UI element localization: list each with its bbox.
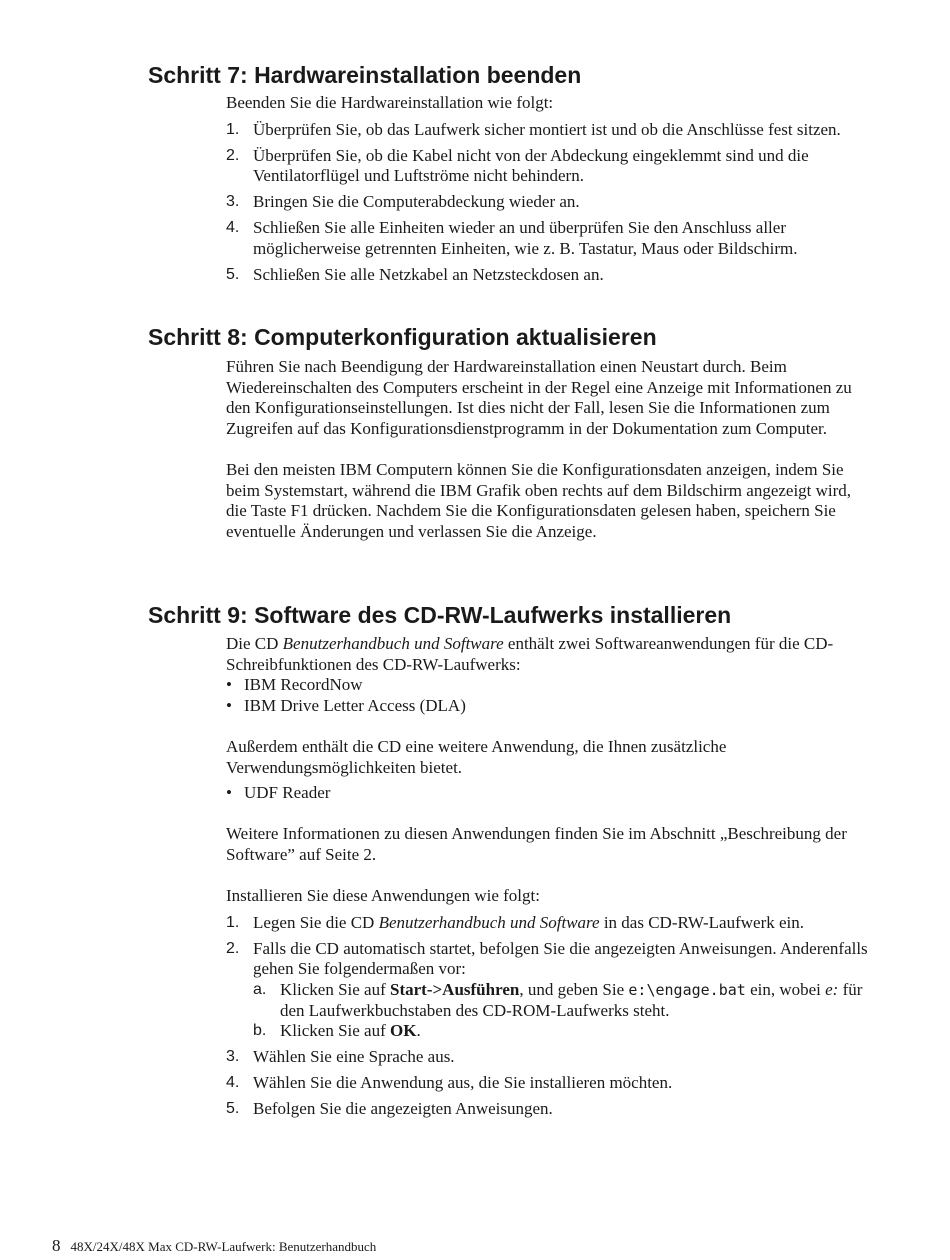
drive-variable: e: [825,980,839,999]
list-item-text: Wählen Sie eine Sprache aus. [253,1047,455,1067]
bullet-icon: • [226,695,232,715]
list-number: 1. [226,120,240,138]
text-run: ein, wobei [745,980,826,999]
page-footer [52,1236,376,1256]
book-title: Benutzerhandbuch und Software [378,912,600,932]
install-step-list [226,913,876,1120]
list-item-text: UDF Reader [244,783,331,803]
list-number: 4. [226,219,240,237]
list-item [226,1099,876,1120]
sub-list-item [253,980,876,1021]
list-item [226,675,876,696]
text-run: Klicken Sie auf [280,980,390,999]
text-run: , und geben Sie [519,980,629,999]
list-item [226,192,876,213]
list-item [226,1047,876,1068]
text-run: in das CD-RW-Laufwerk ein. [599,912,805,932]
list-number: 5. [226,1100,240,1118]
list-item [226,218,876,259]
app-list [226,675,876,716]
section-intro: Beenden Sie die Hardwareinstallation wie folgt: [226,93,554,112]
paragraph: Außerdem enthält die CD eine weitere Anwendung, die Ihnen zusätzliche Verwendungsmöglichkeiten bietet. [226,736,727,777]
list-item [226,939,876,1042]
list-item [226,1073,876,1094]
paragraph: Bei den meisten IBM Computern können Sie die Konfigurationsdaten anzeigen, indem Sie beim Systemstart, während die IBM Grafik oben rechts auf dem Bildschirm angezeigt wird, die Taste F1 drücken. Nachdem Sie die Konfigurationsdaten gelesen haben, speichern Sie eventuelle Änderungen und verlassen Sie die Anzeige. [226,459,852,541]
text-run: Legen Sie die CD [253,912,379,932]
text-run: Klicken Sie auf [280,1021,390,1041]
list-item [226,265,876,286]
list-item-text: Befolgen Sie die angezeigten Anweisungen. [253,1099,553,1119]
section-body-step-9 [226,634,876,1126]
menu-path: Start->Ausführen [390,980,520,999]
text-run: enthält zwei Softwareanwendungen für die CD-Schreibfunktionen des CD-RW-Laufwerks: [226,634,834,674]
button-name: OK [390,1021,417,1041]
paragraph: Installieren Sie diese Anwendungen wie folgt: [226,886,540,906]
section-heading-step-8: Schritt 8: Computerkonfiguration aktualisieren [148,324,657,350]
bullet-icon: • [226,783,232,803]
footer-title: 48X/24X/48X Max CD-RW-Laufwerk: Benutzerhandbuch [70,1239,377,1254]
list-item-text: Falls die CD automatisch startet, befolgen Sie die angezeigten Anweisungen. Anderenfalls gehen Sie folgendermaßen vor: [253,938,868,979]
section-body-step-8 [226,357,876,542]
list-item-text: Bringen Sie die Computerabdeckung wieder an. [253,192,580,212]
list-number: 2. [226,939,240,957]
list-item-text: Schließen Sie alle Einheiten wieder an und überprüfen Sie den Anschluss aller möglicherweise getrennten Einheiten, wie z. B. Tastatur, Maus oder Bildschirm. [253,218,798,259]
list-item-text: IBM RecordNow [244,675,363,695]
list-item-text: IBM Drive Letter Access (DLA) [244,695,466,715]
list-item [226,783,876,804]
step-list [226,120,876,286]
page-number: 8 [52,1236,61,1255]
list-number: 3. [226,1048,240,1066]
list-letter: b. [253,1022,267,1040]
list-item [226,696,876,717]
section-body-step-7 [226,93,876,291]
list-number: 2. [226,146,240,164]
text-run: . [416,1021,421,1041]
list-number: 1. [226,913,240,931]
sub-step-list [253,980,876,1042]
section-heading-step-9: Schritt 9: Software des CD-RW-Laufwerks installieren [148,602,732,628]
list-item-text: Wählen Sie die Anwendung aus, die Sie installieren möchten. [253,1073,673,1093]
list-item-text: Schließen Sie alle Netzkabel an Netzsteckdosen an. [253,265,604,285]
list-number: 5. [226,266,240,284]
paragraph: Weitere Informationen zu diesen Anwendungen finden Sie im Abschnitt „Beschreibung der Software” auf Seite 2. [226,824,847,864]
paragraph [226,634,876,675]
list-item-text: Überprüfen Sie, ob die Kabel nicht von der Abdeckung eingeklemmt sind und die Ventilatorflügel und Luftströme nicht behindern. [253,145,809,186]
list-item [226,913,876,934]
book-title: Benutzerhandbuch und Software [282,634,504,653]
sub-list-item [253,1021,876,1042]
paragraph: Führen Sie nach Beendigung der Hardwareinstallation einen Neustart durch. Beim Wiedereinschalten des Computers erscheint in der Regel eine Anzeige mit Informationen zu den Konfigurationseinstellungen. Ist dies nicht der Fall, lesen Sie die Informationen zum Zugreifen auf das Konfigurationsdienstprogramm in der Dokumentation zum Computer. [226,357,852,438]
bullet-icon: • [226,675,232,695]
list-item-text: Überprüfen Sie, ob das Laufwerk sicher montiert ist und ob die Anschlüsse fest sitzen. [253,119,841,139]
list-number: 3. [226,193,240,211]
list-item [226,146,876,187]
text-run: Die CD [226,634,283,653]
extra-app-list [226,783,876,804]
list-item [226,120,876,141]
section-heading-step-7: Schritt 7: Hardwareinstallation beenden [148,62,582,88]
text-run: für den Laufwerkbuchstaben des CD-ROM-Laufwerks steht. [280,980,863,1020]
list-number: 4. [226,1074,240,1092]
command-text: e:\engage.bat [628,981,746,999]
list-letter: a. [253,981,267,998]
